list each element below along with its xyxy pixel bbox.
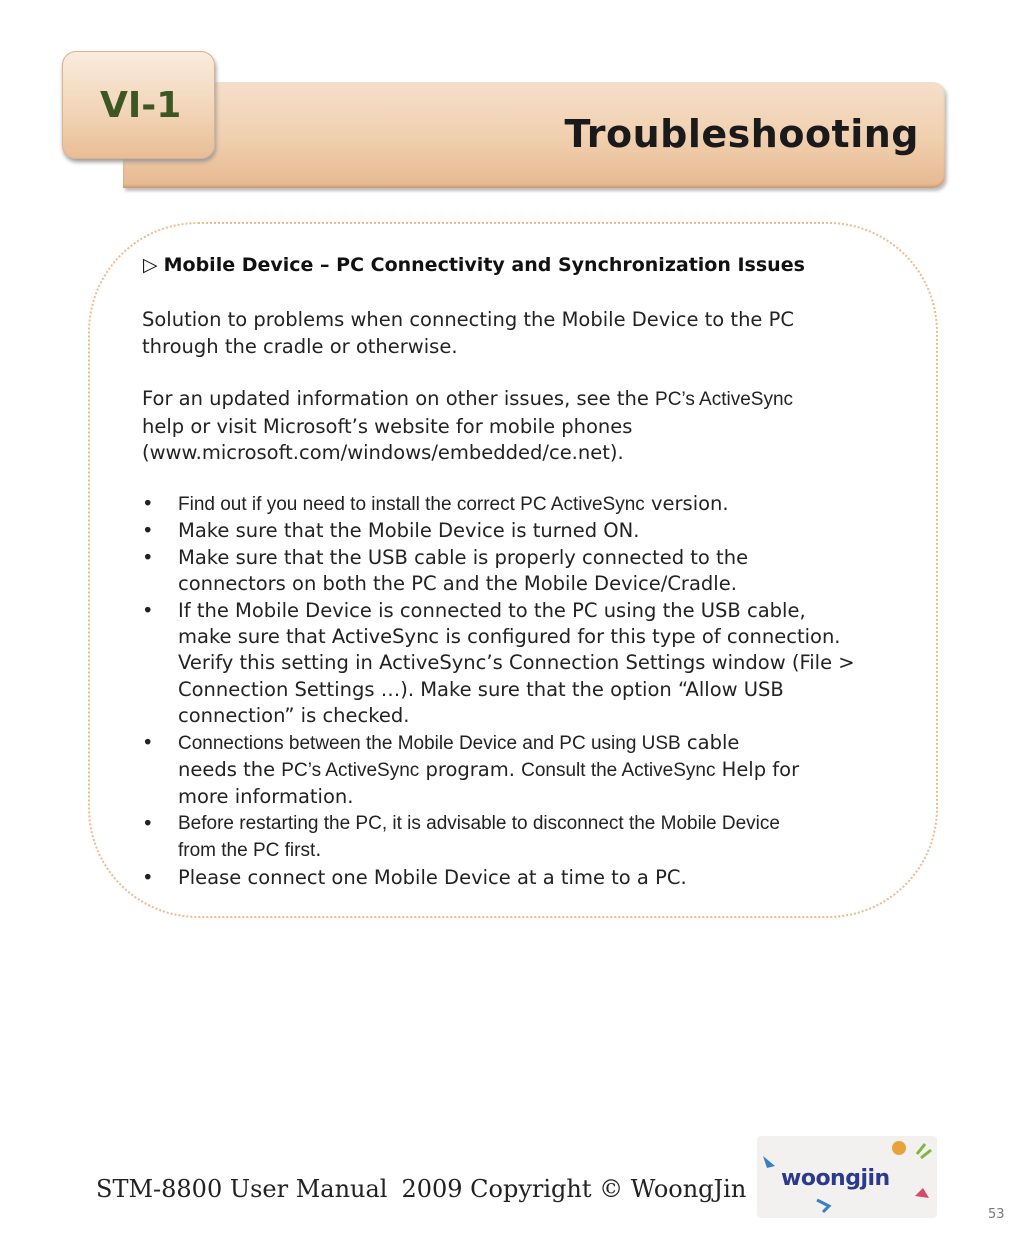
activesync-term: PC’s ActiveSync	[655, 389, 794, 410]
list-item-text: connection” is checked.	[178, 704, 410, 728]
list-item-text: program.	[419, 758, 522, 782]
list-item-text: Connections between the Mobile Device and PC using USB	[178, 732, 681, 754]
woongjin-logo	[757, 1136, 937, 1218]
bullet-icon: •	[142, 811, 154, 835]
bullet-icon: •	[142, 545, 154, 569]
list-item-text: Make sure that the USB cable is properly connected to the	[178, 545, 749, 569]
section-heading	[143, 254, 805, 276]
bullet-icon: •	[142, 865, 154, 889]
list-item-text: make sure that ActiveSync is configured for this type of connection.	[178, 625, 841, 649]
list-item-text: Find out if you need to install the correct PC ActiveSync	[178, 494, 645, 515]
intro-line: through the cradle or otherwise.	[142, 334, 458, 358]
page-title: Troubleshooting	[564, 112, 919, 156]
bullet-icon: •	[142, 598, 154, 622]
list-item	[142, 598, 892, 730]
list-item	[142, 811, 892, 865]
logo-wordmark: woongjin	[781, 1166, 890, 1191]
chapter-number: VI-1	[100, 85, 182, 126]
list-item-text: .	[315, 838, 322, 862]
list-item-text: Connection Settings …). Make sure that the option “Allow USB	[178, 677, 784, 701]
list-item	[142, 518, 892, 544]
updates-line	[142, 386, 862, 414]
bullet-icon: •	[142, 519, 154, 543]
troubleshooting-list	[142, 491, 892, 891]
list-item-text: Help for	[715, 758, 800, 782]
list-item-text: version.	[644, 492, 729, 515]
updates-paragraph	[142, 386, 862, 467]
list-item-line	[178, 730, 892, 757]
list-item-text: connectors on both the PC and the Mobile Device/Cradle.	[178, 572, 737, 596]
copyright-notice: 2009 Copyright © WoongJin	[401, 1175, 747, 1203]
list-item-line	[178, 757, 892, 784]
activesync-term: PC’s ActiveSync	[281, 760, 420, 782]
section-heading-text: Mobile Device – PC Connectivity and Synchronization Issues	[163, 254, 805, 276]
list-item-text: Verify this setting in ActiveSync’s Connection Settings window (File >	[178, 651, 855, 675]
list-item-text: Before restarting the PC, it is advisable to disconnect the Mobile Device	[178, 812, 780, 834]
updates-text: For an updated information on other issues, see the	[142, 387, 656, 410]
list-item-text: needs the	[178, 758, 282, 782]
list-item	[142, 545, 892, 598]
updates-line: (www.microsoft.com/windows/embedded/ce.net).	[142, 441, 624, 464]
bullet-icon: •	[142, 730, 154, 754]
intro-line: Solution to problems when connecting the Mobile Device to the PC	[142, 308, 795, 331]
list-item-text: Please connect one Mobile Device at a time to a PC.	[178, 865, 687, 889]
updates-line: help or visit Microsoft’s website for mobile phones	[142, 414, 633, 438]
footer-caption	[96, 1175, 746, 1203]
triangle-arrow-icon: ▷	[143, 254, 158, 276]
list-item-text: more information.	[178, 785, 354, 809]
list-item-text: Make sure that the Mobile Device is turned ON.	[178, 519, 640, 543]
list-item-text: Consult the ActiveSync	[521, 760, 716, 782]
list-item	[142, 865, 892, 891]
list-item-text: cable	[680, 730, 740, 754]
list-item-text: from the PC first	[178, 840, 316, 862]
intro-paragraph	[142, 307, 862, 360]
chapter-badge	[62, 51, 215, 159]
bullet-icon: •	[142, 492, 154, 515]
list-item	[142, 730, 892, 811]
title-bar	[123, 82, 945, 188]
manual-name: STM-8800 User Manual	[96, 1175, 388, 1203]
page-number: 53	[988, 1207, 1005, 1222]
list-item-line	[178, 837, 892, 864]
list-item	[142, 491, 892, 518]
list-item-text: If the Mobile Device is connected to the PC using the USB cable,	[178, 598, 806, 622]
